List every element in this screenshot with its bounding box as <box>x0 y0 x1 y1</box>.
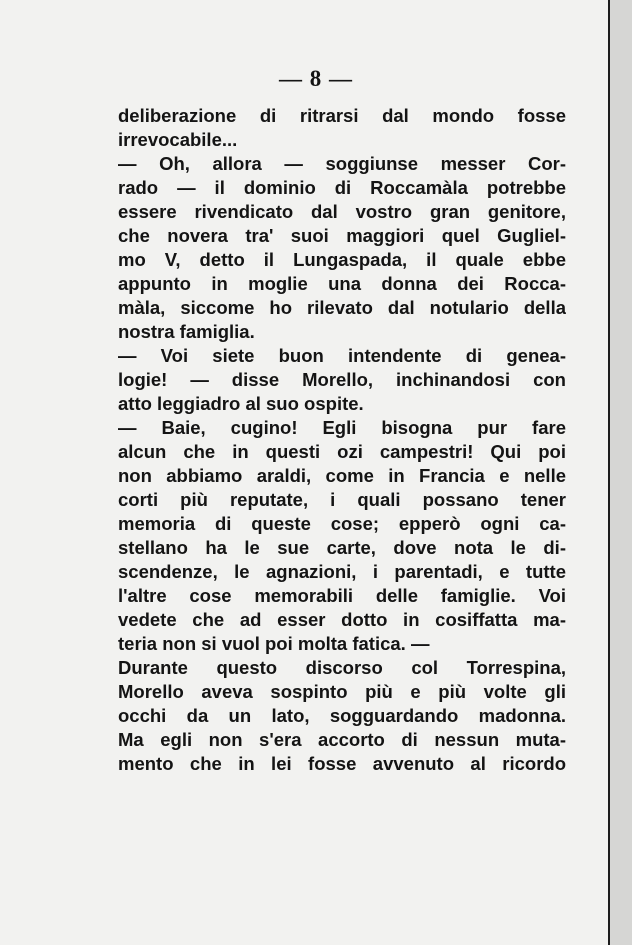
text-line: mento che in lei fosse avvenuto al ricordo <box>118 753 566 774</box>
text-line: màla, siccome ho rilevato dal notulario della <box>118 297 566 318</box>
body-text <box>118 104 566 776</box>
text-line: Morello aveva sospinto più e più volte gli <box>118 681 566 702</box>
text-line: rado — il dominio di Roccamàla potrebbe <box>118 177 566 198</box>
page-number: — 8 — <box>279 66 353 91</box>
text-line: teria non si vuol poi molta fatica. — <box>118 633 430 654</box>
text-line: deliberazione di ritrarsi dal mondo fosse <box>118 105 566 126</box>
text-line: memoria di queste cose; epperò ogni ca- <box>118 513 566 534</box>
text-line: scendenze, le agnazioni, i parentadi, e tutte <box>118 561 566 582</box>
text-line: atto leggiadro al suo ospite. <box>118 393 364 414</box>
text-line: non abbiamo araldi, come in Francia e nelle <box>118 465 566 486</box>
text-line: — Oh, allora — soggiunse messer Cor- <box>118 153 566 174</box>
text-line: corti più reputate, i quali possano tener <box>118 489 566 510</box>
page-edge <box>608 0 632 945</box>
text-line: nostra famiglia. <box>118 321 255 342</box>
text-line: mo V, detto il Lungaspada, il quale ebbe <box>118 249 566 270</box>
text-line: irrevocabile... <box>118 129 238 150</box>
text-line: — Baie, cugino! Egli bisogna pur fare <box>118 417 566 438</box>
text-line: stellano ha le sue carte, dove nota le di- <box>118 537 566 558</box>
text-line: Ma egli non s'era accorto di nessun muta- <box>118 729 566 750</box>
text-line: vedete che ad esser dotto in cosiffatta ma- <box>118 609 566 630</box>
text-line: logie! — disse Morello, inchinandosi con <box>118 369 566 390</box>
text-line: essere rivendicato dal vostro gran genitore, <box>118 201 566 222</box>
text-line: occhi da un lato, sogguardando madonna. <box>118 705 566 726</box>
text-line: — Voi siete buon intendente di genea- <box>118 345 566 366</box>
text-line: appunto in moglie una donna dei Rocca- <box>118 273 566 294</box>
text-line: alcun che in questi ozi campestri! Qui poi <box>118 441 566 462</box>
text-line: l'altre cose memorabili delle famiglie. Voi <box>118 585 566 606</box>
text-line: Durante questo discorso col Torrespina, <box>118 657 566 678</box>
text-line: che novera tra' suoi maggiori quel Gugliel- <box>118 225 566 246</box>
